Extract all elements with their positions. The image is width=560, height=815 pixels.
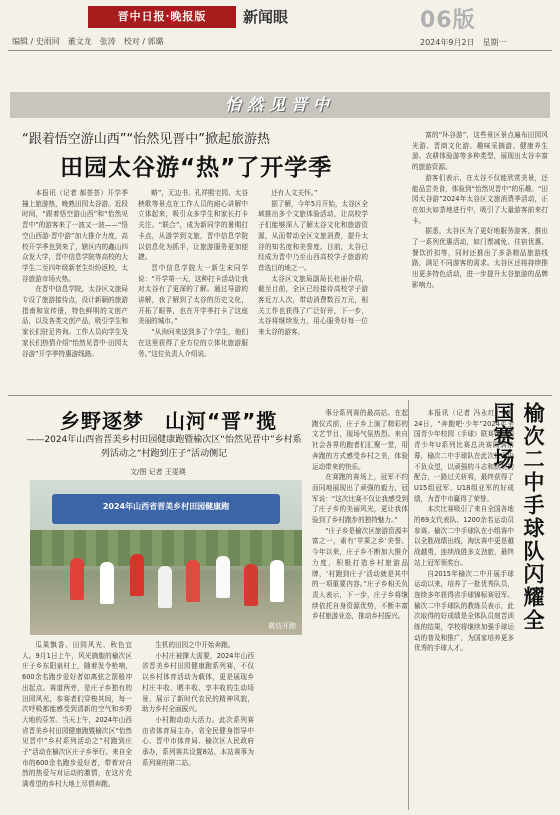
runner-figure [100, 562, 114, 604]
story2-subtitle: ——2024年山西省晋美乡村田园健康跑暨榆次区“怡然见晋中”乡村系列活动之“村跑到庄子”活动侧记 [26, 435, 302, 459]
story1-paragraph: 太谷区文旅局副局长杜丽介绍，截至目前，全区已经接待高校学子游客近万人次，带动消费数百万元，相关工作也获得了广泛好评，下一步，太谷将继续发力，用心服务好每一位来太谷的游客。 [258, 274, 368, 337]
story1-paragraph: 富的“环谷游”，这些景区景点遍布田园风光游、晋商文化游、趣味采摘游、健康养生游、农耕体验游等多种类型，展现出太谷丰富的旅游资源。 [412, 131, 548, 172]
story2-column-3 [312, 408, 408, 810]
story2-paragraph: “庄子乡是榆次区旅游资源丰富之一，素有‘苹果之乡’美誉。今年以来，庄子乡不断加大推介力度，积极打造乡村旅游品牌，‘村跑到庄子’活动就是其中的一项重要内容。”庄子乡相关负责人表示，下一步，庄子乡将继续依托自身资源优势，不断丰富乡村旅游业态，推动乡村振兴。 [312, 526, 408, 621]
story2-paragraph: 小村跑动动大活力。此次系列赛由省体育局主办，省全民健身指导中心、晋中市体育局、榆次区人民政府承办，系列赛共设置8站，本站赛事为系列赛的第二站。 [142, 715, 254, 767]
section-rule [8, 395, 552, 396]
story1-paragraph: 游客们表示，在太谷不仅能欣赏美景，还能品尝美食，体验到“怡然见晋中”的乐趣。“田园太谷游”2024年太谷区文旅消费季活动，正在如火如荼地进行中，吸引了大量游客前来打卡。 [412, 173, 548, 225]
runner-figure [216, 556, 230, 598]
story2-title: 乡野逐梦 山河“晋”揽 [60, 409, 278, 433]
story1-column-4 [412, 130, 548, 388]
story2-paragraph: 在赛跑的赛场上，冠军不约而同地展现出了顽强的毅力，冠军说：“这次比赛不仅让我感受到了庄子乡的美丽风光，更让我体验到了乡村跑步的独特魅力。” [312, 473, 408, 525]
story1-paragraph: 还有人文关怀。” [271, 189, 318, 197]
story1-column-3 [258, 188, 368, 388]
runner-figure [270, 560, 284, 602]
story1-paragraph: 本报讯（记者 郝荟荟）开学季撞上旅游热，晚熟田园太谷游。近段时间，“跟着悟空游山西”和“怡然见晋中”的游客来了一波又一波——“悟空山西游·晋中游”加大推介力度，高校开学季也到来了，辖区内的鑫山四众发大学，晋中信息学院等高校的大学生二至四年级新老生纷纷返校，太谷旅游市场火热。 [22, 189, 128, 283]
story1-paragraph: “从询问来送到多了个学生，他们在这里获得了全方位的立体化旅游服务。”这位负责人介绍说。 [138, 328, 248, 358]
story1-headline: 田园太谷游“热”了开学季 [60, 155, 333, 181]
section-name: 新闻眼 [243, 8, 289, 26]
story1-paragraph: 略”，无边书、孔祥熙宅园、太谷秧歌等景点在工作人员的耐心讲解中立体起来，吸引众多学生和家长打卡关注。“联合”，成为新同学的暑期打卡点，从游学到文旅，晋中信息学院以信息化为抓手，让旅游服务更加便捷。 [138, 189, 248, 262]
story2-paragraph: 瓜果飘香、田园风光、秋色宜人。9月1日上午，风光旖旎的榆次区庄子乡东阳泉村上，随着发令枪响，600余名跑步爱好者如离弦之箭般冲出起点。赛道两旁，是庄子乡独有的田园风光，参赛者们穿梭其间，每一次呼吸都能感受到清新的空气和乡野大地的芬芳。当天上午，2024年山西省晋美乡村田园健康跑暨榆次区“怡然见晋中”乡村系列活动之“村跑到庄子”活动在榆次区庄子乡举行。来自全市的600余名跑步爱好者，带着对自然的热爱与对运动的激情，在这片充满希望的乡村大地上尽情奔跑。 [22, 641, 132, 789]
story1-column-1 [22, 188, 128, 388]
runner-figure [244, 564, 258, 606]
race-photo [30, 480, 302, 635]
photo-caption: 微信开跑 [268, 622, 296, 630]
story1-paragraph: 在晋中信息学院，太谷区文旅局专设了旅游接待点，设计新颖的旅游指南和宣传册，特色鲜明的文创产品，以及各类文创产品，吸引学生和家长们驻足咨询。工作人员向学生及家长们热情介绍“怡然见晋中·田园太谷游”开学季特惠游线路。 [22, 285, 128, 358]
masthead-rule [8, 50, 552, 51]
page-number: 06版 [420, 8, 476, 33]
story3-title: 榆次二中手球队闪耀全国赛场 [491, 402, 545, 632]
runner-figure [130, 554, 144, 596]
story1-column-2 [138, 188, 248, 388]
column-divider [408, 400, 409, 810]
story2-paragraph: 小村庄被撑大需要，2024年山西省晋美乡村田园健康跑系列赛，不仅以乡村体育活动为载体，更是展现乡村庄丰收、晒丰收、享丰收的生动场景，展示了新时代农民的精神风貌，助力乡村全面振兴。 [142, 651, 254, 714]
runner-figure [70, 558, 84, 600]
newspaper-logo: 晋中日报·晚报版 [88, 6, 236, 28]
race-arch-text: 2024年山西省晋美乡村田园健康跑 [102, 502, 230, 511]
story1-paragraph: 晋中信息学院大一新生宋同学说：“开学第一天，这种打卡活动让我对太谷有了更深的了解。通过导游的讲解，我了解到了太谷的历史文化，开拓了眼界，也在开学季打卡了这座美丽的城市。” [138, 263, 248, 326]
story2-paragraph: 事分系列赛的最高站。在起跑仪式前，庄子乡上演了精彩的文艺节目，现场气氛热烈。来自社会各界的跑者们汇聚一堂，用奔跑的方式感受乡村之美，体验运动带来的快乐。 [312, 409, 408, 471]
story1-kicker: “跟着悟空游山西”“怡然见晋中”掀起旅游热 [22, 132, 270, 147]
staff-credits: 编辑 / 史雨同 董文龙 张涛 校对 / 郭璐 [12, 37, 164, 46]
story3-paragraph: 本报讯（记者 冯永红）8月24日，“奔跑吧·少年”2024年全国青少年校园（手球）联赛暨全国青少年U系列比赛总决赛圆满落幕，榆次二中手球队在此次比赛中不负众望，以顽强的斗志和默契的配合，一路过关斩将，最终获得了U15组冠军、U18组亚军的好成绩，为晋中市赢得了荣誉。 [414, 409, 514, 503]
story2-column-1 [22, 640, 132, 810]
masthead [0, 0, 560, 52]
runner-figure [186, 560, 200, 602]
issue-date: 2024年9月2日 星期一 [420, 38, 507, 47]
runner-figure [158, 566, 172, 608]
story1-paragraph: 据悉，太谷区为了更好地服务游客，推出了一系列优惠活动，如门票减免、住宿优惠、餐饮折扣等，同时还推出了多条精品旅游线路，满足不同游客的需求。太谷区还将持续推出更多特色活动，进一步提升太谷旅游的品牌影响力。 [412, 227, 548, 289]
story2-byline: 文/图 记者 王雯瑛 [130, 468, 186, 476]
story3-paragraph: 本次比赛吸引了来自全国各地的69支代表队、1200余名运动员参赛。榆次二中手球队在小组赛中以全胜战绩出线，淘汰赛中更是越战越勇，连续战胜多支劲旅，最终站上冠军领奖台。 [414, 505, 514, 567]
story2-paragraph: 生机的田园之中开始奔跑。 [155, 641, 235, 649]
story1-paragraph: 据了解，今年5月开始，太谷区全域推出多个文旅体验活动，让高校学子们能够深入了解太谷文化和旅游资源，从而带动全区文旅消费，提升太谷的知名度和美誉度。目前，太谷已经成为晋中乃至山西高校学子旅游的首选目的地之一。 [258, 199, 368, 272]
race-arch [52, 494, 280, 524]
feature-banner [10, 92, 550, 118]
story3-paragraph: 自2015年榆次二中开展手球运动以来，培养了一批优秀队员，连续多年获得省手球锦标赛冠军。榆次二中手球队的教练员表示，此次取得的好成绩是全体队员刻苦训练的结果，学校将继续加强手球运动的普及和推广，为国家培养更多优秀的手球人才。 [414, 569, 514, 653]
banner-title: 怡然见晋中 [224, 95, 335, 114]
story2-column-2 [142, 640, 254, 810]
